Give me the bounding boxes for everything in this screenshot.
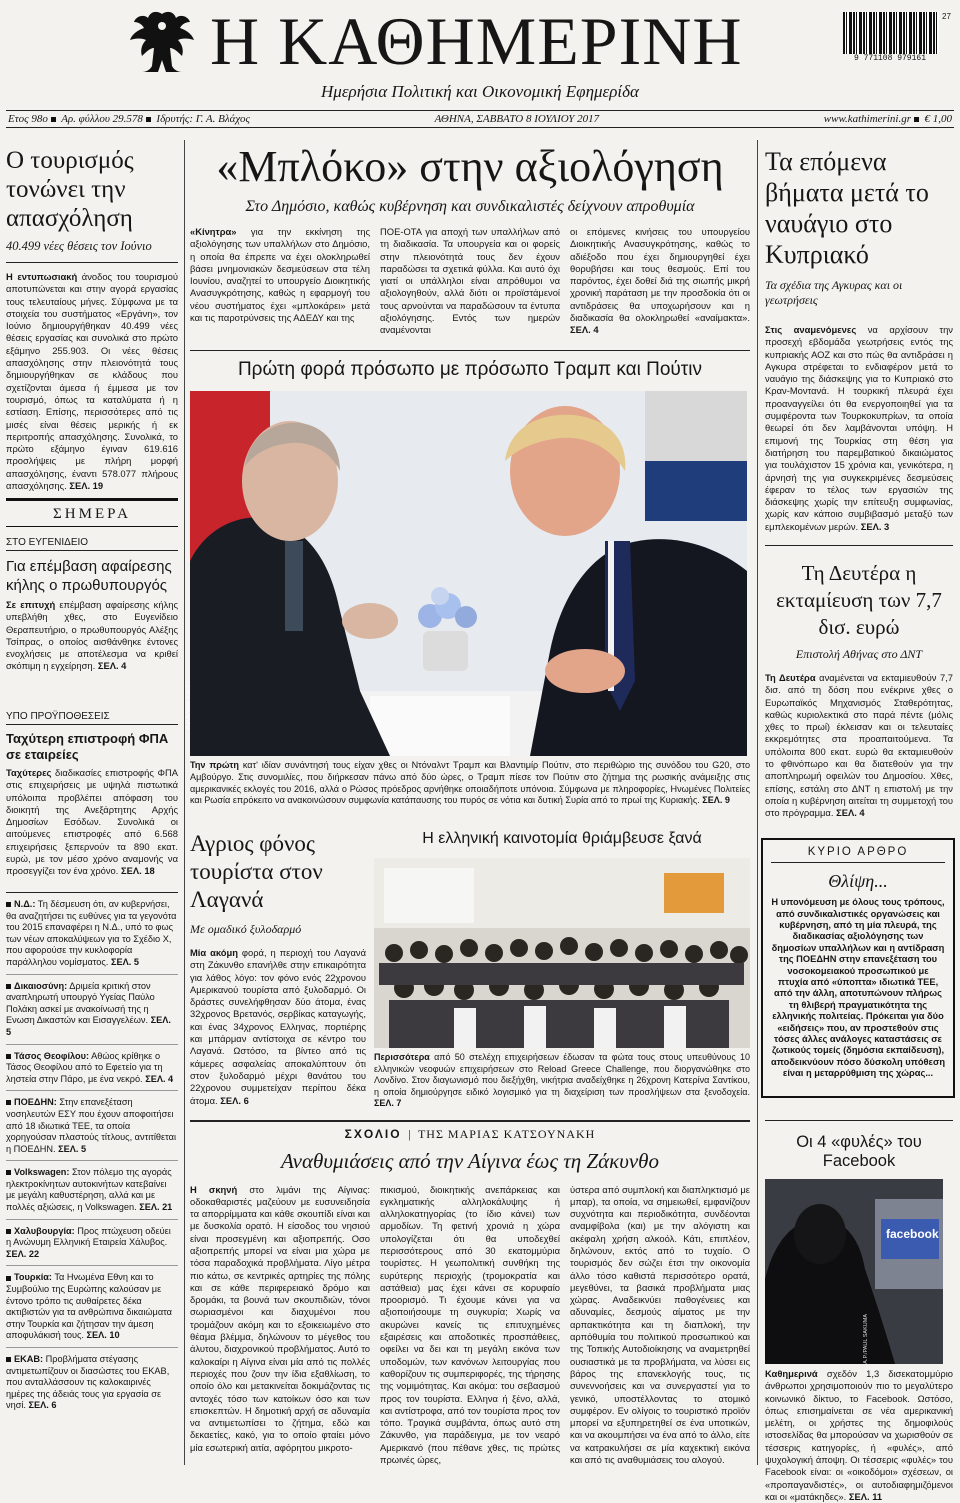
cyprus-deck: Τα σχέδια της Αγκυρας και οι γεωτρήσεις: [765, 278, 903, 307]
tranche-headline[interactable]: Τη Δευτέρα η εκταμίευση των 7,7 δισ. ευρώ: [776, 561, 942, 639]
lead-deck: Στο Δημόσιο, καθώς κυβέρνηση και συνδικαλιστές δείχνουν απροθυμία: [245, 198, 695, 215]
tranche-deck: Επιστολή Αθήνας στο ΔΝΤ: [795, 647, 923, 661]
innovation-article: [374, 830, 750, 1110]
editorial-body: Η υπονόμευση με όλους τους τρόπους, από συνδικαλιστικές οργανώσεις και κυβέρνηση, από τη μία πλευρά, της διαδικασίας αξιολόγησης των δημοσίων υπαλλήλων και η αντίδραση της ΠΟΕΔΗΝ στην επανεξέταση του νοσοκομειακού προσωπικού με πτυχία από «ύποπτα» ιδιωτικά ΤΕΕ, από την άλλη, αποτυπώνουν πλήρως τη θλιβερή πραγματικότητα της ελληνικής πολιτείας. Πρόκειται για δύο «ειδήσεις» που, αν προστεθούν στις τόσες άλλες ανάλογες καταστάσεις σε ζωτικούς τομείς (δημόσια εκπαίδευση), αποδεικνύουν πόσο δύσκολη υπόθεση είναι η μεταρρύθμιση της χώρας...: [771, 897, 945, 1079]
dateline: ΑΘΗΝΑ, ΣΑΒΒΑΤΟ 8 ΙΟΥΛΙΟΥ 2017: [434, 113, 600, 125]
brief-item[interactable]: Δικαιοσύνη: Δριμεία κριτική στον αναπληρωτή υπουργό Υγείας Παύλο Πολάκη ασκεί με ανακοίνωσή της η Ενωση Δικαστών και Εισαγγελέων. ΣΕΛ. 5: [6, 975, 178, 1045]
summit-caption: Την πρώτη κατ' ιδίαν συνάντησή τους είχαν χθες οι Ντόναλντ Τραμπ και Βλαντιμίρ Πούτιν, στο περιθώριο της συνόδου του G20, στο Αμβούργο. Στις συνομιλίες, που διήρκεσαν πάνω από δύο ώρες, ο Τραμπ πίεσε τον Πούτιν στο ζήτημα της ρωσικής ανάμειξης στις αμερικανικές εκλογές του 2016, αλλά ο Ρώσος πρόεδρος αρνήθηκε οποιαδήποτε υπόνοια. Σύμφωνα με πληροφορίες, Ηνωμένες Πολιτείες και Ρωσία επρόκειτο να ανακοινώσουν συμφωνία κατάπαυσης του πυρός σε νότια και δυτική Συρία από το πρωί της Κυριακής. ΣΕΛ. 9: [190, 760, 751, 806]
year: Ετος 98ο: [8, 113, 48, 125]
murder-headline[interactable]: Αγριος φόνος τουρίστα στον Λαγανά: [190, 831, 323, 912]
editorial-headline[interactable]: Θλίψη...: [828, 871, 888, 891]
group-photo: [374, 858, 750, 1048]
comment-col-3: ύστερα από συμπλοκή και διαπληκτισμό με μπαρ), τα οποία, να σημειωθεί, εμφανίζουν συχνότητα και περιοδικότητα, συνδέονται αναμφίβολα (και) με την αλόγιστη και ακέφαλη χρήση αλκοόλ. Κάτι, επιπλέον, δηλώνουν, εκτός από το τυχαίο. Ο τουρισμός δεν σώζει έτσι την οικονομία άλλο τόσο καθιστά περισσότερο ορατά, μεγεθύνει, τα βασικά προβλήματα μιας χώρας. Αναδεικνύει παθογένειες και αδυναμίες, δεσμούς αίματος με την αρπακτικότητα και τη διαπλοκή, την αρπόθυμία του πολιτικού προσωπικού και της Τοπικής Αυτοδιοίκησης να αναμετρηθεί ουσιαστικά με τα προβλήματα, να λύσει εις βάρος της επανεκλογής τους, τις συνεννοήσεις και να συνεργαστεί για το γενικό, υποστέλλοντας το ατομικό συμφέρον. Εν ολίγοις το τουριστικό προϊόν μπορεί να εξυπηρετηθεί σε ένα υποτικών, και να ακουμπήσει να ένα από το άλλο, είτε να κατρακυλήσει σε μία καχεκτική εικόνα και από τις αναθυμιάσεις του αλογού.: [570, 1183, 750, 1466]
today-label: ΣΗΜΕΡΑ: [53, 506, 131, 522]
masthead: [0, 0, 960, 120]
column-rule: [757, 140, 758, 1465]
facebook-body: Καθημερινά σχεδόν 1,3 δισεκατομμύριο άνθρωποι χρησιμοποιούν πιο το μεγαλύτερο κοινωνικό δίκτυο, το Facebook. Ωστόσο, όπως επισημαίνεται σε νέα αμερικανική μελέτη, οι χρήστες της δημοφιλούς ιστοσελίδας θα μπορούσαν να χωρισθούν σε τέσσερις κατηγορίες, ή «φυλές», από ψυχολογική άποψη. Οι τέσσερις «φυλές» του Facebook είναι: οι «οικοδόμοι» σχέσεων, οι «προπαγανδιστές», οι αυτοδιαφημιζόμενοι και οι «ματάκηδες». ΣΕΛ. 11: [765, 1368, 953, 1502]
phoenix-logo: [122, 8, 202, 78]
trump-putin-photo: [190, 391, 747, 756]
facebook-photo-credit: A.P./PAUL SAKUMA: [863, 1314, 869, 1364]
briefs-list: [6, 892, 178, 1417]
innovation-photo[interactable]: [374, 858, 750, 1048]
eugenideio-kicker: ΣΤΟ ΕΥΓΕΝΙΔΕΙΟ: [6, 537, 178, 551]
vat-kicker: ΥΠΟ ΠΡΟΫΠΟΘΕΣΕΙΣ: [6, 711, 178, 725]
facebook-screen-text: facebook: [886, 1227, 939, 1241]
vat-body: Ταχύτερες διαδικασίες επιστροφής ΦΠΑ στις επιχειρήσεις με υψηλά πιστωτικά υπόλοιπα προβλέπει απόφαση του διοικητή της Ανεξάρτητης Αρχής Δημοσίων Εσόδων. Συνολικά οι αιτούμενες επιστροφές από 6.568 επιχειρήσεις ξεπερνούν τα 890 εκατ. ευρώ, με τον μέσο χρόνο αναμονής να προσεγγίζει τον ένα χρόνο. ΣΕΛ. 18: [6, 767, 178, 877]
cyprus-headline[interactable]: Τα επόμενα βήματα μετά το ναυάγιο στο Κυπριακό: [765, 147, 929, 269]
comment-headline[interactable]: Αναθυμιάσεις από την Αίγινα έως τη Ζάκυνθο: [281, 1149, 659, 1173]
lead-col-3: οι επόμενες κινήσεις του υπουργείου Διοικητικής Ανασυγκρότησης, καθώς το αδιέξοδο που έχει δημιουργηθεί έχει θορυβήσει και τους θεσμούς. Επί του παρόντος, έχει δοθεί διά της σιωπής μικρή χρονική παράταση με την προσδοκία ότι οι αντιδράσεις θα υποχωρήσουν και η διαδικασία θα ολοκληρωθεί «αναίμακτα». ΣΕΛ. 4: [570, 226, 750, 336]
vat-headline[interactable]: Ταχύτερη επιστροφή ΦΠΑ σε εταιρείες: [6, 731, 169, 762]
barcode-number: 9 771108 979161: [853, 54, 926, 63]
summit-photo[interactable]: [186, 391, 747, 756]
lead-col-2: ΠΟΕ-ΟΤΑ για αποχή των υπαλλήλων από τη διαδικασία. Τα υπουργεία και οι φορείς στην πλειονότητά τους δεν έχουν παραδώσει τα σχετικά φύλλα. Και αυτό όχι γιατί οι υπάλληλοι είναι απρόθυμοι να αξιολογηθούν, αλλά διότι οι προϊστάμενοί τους αρνούνται να παραδώσουν τα έντυπα αξιολόγησης. Εντός των ημερών αναμένονται: [380, 226, 560, 336]
brief-item[interactable]: Τουρκία: Τα Ηνωμένα Εθνη και το Συμβούλιο της Ευρώπης καλούσαν με έντονο τρόπο τις αυθαίρετες δέκα ακτιβιστών για τα ανθρώπινα δικαιώματα στην Τουρκία και ζήτησαν την άμεση αποφυλάκισή τους. ΣΕΛ. 10: [6, 1266, 178, 1348]
cyprus-article: [765, 146, 953, 533]
column-rule: [184, 140, 185, 1465]
brief-item[interactable]: Volkswagen: Στον πόλεμο της αγοράς ηλεκτροκίνητων αυτοκινήτων κατεβαίνει με μεγάλη καθυστέρηση, αλλά και με πολλές αξιώσεις, η Volkswagen. ΣΕΛ. 21: [6, 1161, 178, 1219]
issue-code: 27: [942, 12, 951, 21]
brief-item[interactable]: Χαλυβουργία: Προς πτώχευση οδεύει η Ανώνυμη Ελληνική Εταιρεία Χάλυβος. ΣΕΛ. 22: [6, 1220, 178, 1267]
cyprus-body: Στις αναμενόμενες να αρχίσουν την προσεχή εβδομάδα γεωτρήσεις εντός της κυπριακής ΑΟΖ και στο πώς θα αντιδράσει η Αγκυρα στρέφεται το ενδιαφέρον μετά το ναυάγιο της διάσκεψης για το Κυπριακό στο Κραν-Μοντανά. Η τουρκική πλευρά έχει προαναγγείλει ότι θα ενεργοποιηθεί για τα συμφέροντα των Τουρκοκυπρίων, τα οποία θεωρεί ότι δεν λαμβάνονται υπόψη. Η επιμονή της Τουρκίας στη θέση για διατήρηση του παρεμβατικού δικαιώματος για τουλάχιστον 15 χρόνια και, γενικότερα, η άρνησή της για συγκεκριμένες δεσμεύσεις έφεραν το τέλος των εργασιών της διάσκεψης χωρίς την επίτευξη συμφωνίας, χωρίς καν κάποιο συμβιβασμό μεταξύ των εμπλεκομένων μερών. ΣΕΛ. 3: [765, 324, 953, 532]
murder-body: Μία ακόμη φορά, η περιοχή του Λαγανά στη Ζάκυνθο επανήλθε στην επικαιρότητα για λάθος λόγο: τον φόνο ενός 22χρονου Αμερικανού τουρίστα από ξυλοδαρμό. Οι δράστες συνελήφθησαν δύο άτομα, ένας 32χρονος Βρετανός, σερβίκας καταγωγής, και ένας 34χρονος Ελληνας, πορτιέρης και μπάρμαν αντίστοιχα σε κέντρο του Λαγανά. Ωστόσο, τα βίντεο από τις κάμερες ασφαλείας αποκαλύπτουν ότι στον ξυλοδαρμό μέχρι θανάτου του 22χρονου συμμετείχαν περίπου δέκα άτομα. ΣΕΛ. 6: [190, 947, 366, 1106]
brief-item[interactable]: ΕΚΑΒ: Προβλήματα στέγασης αντιμετωπίζουν οι διασώστες του ΕΚΑΒ, που ανταλλάσσουν τις καλοκαιρινές ημέρες της άδειάς τους για εργασία σε νησί. ΣΕΛ. 6: [6, 1354, 170, 1411]
lead-headline[interactable]: «Μπλόκο» στην αξιολόγηση: [216, 142, 724, 191]
lead-article: [190, 140, 750, 337]
lead-columns: [190, 226, 750, 337]
facebook-article: [765, 1120, 953, 1503]
murder-article: [190, 830, 366, 1107]
eugenideio-body: Σε επιτυχή επέμβαση αφαίρεσης κήλης υπεβλήθη χθες, στο Ευγενίδειο Θεραπευτήριο, ο πρωθυπουργός Αλέξης Τσίπρας, ο οποίος αισθάνθηκε έντονες ενοχλήσεις με αποτέλεσμα να κριθεί σκόπιμη η εγχείρηση. ΣΕΛ. 4: [6, 599, 178, 672]
tourism-deck: 40.499 νέες θέσεις τον Ιούνιο: [6, 239, 178, 263]
tourism-body: Η εντυπωσιακή άνοδος του τουρισμού αποτυπώνεται και στην αγορά εργασίας τους τελευταίους μήνες. Σύμφωνα με τα στοιχεία του συστήματος «Εργάνη», τον Ιούνιο δημιουργήθηκαν 40.499 νέες θέσεις εργασίας και συνολικά στο πρώτο εξάμηνο 255.903. Οι νέες θέσεις απασχόλησης στην πλειονότητά τους δημιουργήθηκαν σε κλάδους που σχετίζονται άμεσα ή έμμεσα με τον τουρισμό, όπως τα καταλύματα ή η εστίαση. Επίσης, περισσότερες από τις μισές είναι θέσεις μερικής ή εκ περιτροπής απασχόλησης. Συνολικά, το πρώτο εξάμηνο έγιναν 619.616 προσλήψεις με πλήρη μορφή απασχόλησης, έναντι 578.077 πλήρους απασχόλησης. ΣΕΛ. 19: [6, 271, 178, 492]
innovation-headline[interactable]: Η ελληνική καινοτομία θριάμβευσε ξανά: [422, 830, 702, 847]
facebook-user-photo: [765, 1179, 943, 1364]
eugenideio-article: [6, 537, 178, 673]
murder-deck: Με ομαδικό ξυλοδαρμό: [190, 922, 302, 936]
comment-label: ΣΧΟΛΙΟ: [344, 1127, 402, 1141]
comment-label-row: ΣΧΟΛΙΟ | ΤΗΣ ΜΑΡΙΑΣ ΚΑΤΣΟΥΝΑΚΗ: [344, 1127, 596, 1141]
bullet-icon: [51, 117, 56, 122]
summit-headline[interactable]: Πρώτη φορά πρόσωπο με πρόσωπο Τραμπ και Πούτιν: [237, 359, 703, 380]
tourism-article: [6, 146, 178, 492]
bullet-icon: [146, 117, 151, 122]
today-section: [6, 498, 178, 527]
summit-photo-credit: A.P./EVAN VUCCI: [186, 681, 192, 730]
info-right: [824, 113, 952, 125]
comment-col-1: Η σκηνή στο λιμάνι της Αίγινας: οδοκαθαριστές μαζεύουν με ευσυνειδησία τα απορρίμματα και κάθε σκουπίδι είναι και με δυσκολία ορατό. Η είσοδος του νησιού είναι προσεγμένη και αξιοπρεπής. Οσο αξιοπρεπής μπορεί να είναι μια χώρα με τόσα παραδοχικά προβλήματα. Λίγο μέτρα πιο κάτω, σε κεντρικές αρτηρίες της πόλης και σε κάθε περιφερειακό δρόμο και δρομάκι, τα βουνά των σκουπιδιών, τόνοι σωριασμένοι και διαχυμένοι που τρομάζουν ακόμη και το εξοικειωμένο στο θέαμα βλέμμα, δηλώνουν το μέγεθος του άλυτου, διαχρονικού προβλήματος. Αυτό το καλοκαίρι η Αίγινα είναι μία από τις πολλές περιοχές που ζουν την ίδια εξαθλίωση, το οποίο όλο και μετακινείται δοκιμάζοντας τις αντοχές τόσο των κατοίκων όσο και των επισκεπτών. Η δημοτική αρχή σε αδυναμία να αντιμετωπίσει το ζήτημα, εδώ και δεκαετίες, κακό, για το οποίο φταίει μόνο μία εσωτερική αιτία, αφόρητου μικροτο-: [190, 1183, 371, 1453]
facebook-headline[interactable]: Οι 4 «φυλές» του Facebook: [796, 1133, 922, 1170]
brief-item[interactable]: Τάσος Θεοφίλου: Αθώος κρίθηκε ο Τάσος Θεοφίλου από το Εφετείο για τη ληστεία στην Πάρο, με ένα νεκρό. ΣΕΛ. 4: [6, 1045, 178, 1092]
tourism-headline[interactable]: Ο τουρισμός τονώνει την απασχόληση: [6, 147, 134, 232]
comment-col-2: πικισμού, διοικητικής ανεπάρκειας και εγκληματικής αλληλοκάλυψης ή αλληλοκατηγορίας (το ίδιο κάνει) των αρμοδίων. Τη φετινή χρονιά η χώρα υπολογίζεται ότι θα υποδεχθεί περισσότερους από 30 εκατομμύρια τουρίστες. Η γεωπολιτική συνθήκη της ευρύτερης περιοχής (τρομοκρατία και αστάθεια) μας έχει κάνει σε κορυφαίο προορισμό. Τι έχουμε κάνει για να αξιοποιήσουμε τη συγκυρία; Χωρίς να ακυρώνει κανείς τις επιτυχημένες εξαιρέσεις και αποδοτικές προσπάθειες, οφείλει να δει και τη μεγάλη εικόνα των υποδομών, των κανόνων λειτουργίας που καθορίζουν τις συμπεριφορές, της τήρησης της νομιμότητας. Και ακόμα: του σεβασμού προς τον τουρίστα. Ελληνα ή ξένο, αλλά, και αντίστροφα, από τον τουρίστα προς τον τόπο. Τραγικά συμβάντα, όπως αυτό στη Ζάκυνθο, για παράδειγμα, με τον νεαρό Αμερικανό (που πέθανε χθες, τις πρώτες πρωινές ώρες,: [380, 1183, 560, 1466]
founder: Ιδρυτής: Γ. Α. Βλάχος: [156, 113, 250, 125]
eugenideio-headline[interactable]: Για επέμβαση αφαίρεσης κήλης ο πρωθυπουργός: [6, 558, 172, 594]
tranche-body: Τη Δευτέρα αναμένεται να εκταμιευθούν 7,7 δισ. από τη δόση που ενέκρινε χθες ο Ευρωπαϊκός Μηχανισμός Σταθερότητας, καθώς κυριολεκτικά στο παρά πέντε (μόλις χθες το πρωί) έκλεισαν και οι τελευταίες εκκρεμότητες στα προαπαιτούμενα. Τα υπόλοιπα 800 εκατ. ευρώ θα εκταμιευθούν το φθινόπωρο και θα διατεθούν για την αποπληρωμή οφειλών του Δημοσίου. Χθες, επίσης, εστάλη στο ΔΝΤ η επιστολή με την οποία η κυβέρνηση αιτείται τη συμμετοχή του στο πρόγραμμα. ΣΕΛ. 4: [765, 672, 953, 819]
website-link[interactable]: www.kathimerini.gr: [823, 113, 911, 125]
price: € 1,00: [924, 113, 952, 125]
brief-item[interactable]: ΠΟΕΔΗΝ: Στην επανεξέταση νοσηλευτών ΕΣΥ που έχουν αποφοιτήσει από 18 ιδιωτικά ΤΕΕ, τα οποία χορηγούσαν πλαστούς τίτλους, αντιτίθεται η ΠΟΕΔΗΝ. ΣΕΛ. 5: [6, 1091, 178, 1161]
facebook-photo[interactable]: [765, 1179, 943, 1364]
info-left: [8, 113, 250, 125]
newspaper-title: Η ΚΑΘΗΜΕΡΙΝΗ: [210, 3, 743, 79]
tranche-article: [765, 545, 953, 820]
newspaper-subtitle: Ημερήσια Πολιτική και Οικονομική Εφημερίδα: [321, 82, 639, 101]
editorial-label: ΚΥΡΙΟ ΑΡΘΡΟ: [771, 846, 945, 863]
brief-item[interactable]: Ν.Δ.: Τη δέσμευση ότι, αν κυβερνήσει, θα αναζητήσει τις ευθύνες για τα γεγονότα του 2015 επαναφέρει η Ν.Δ., υπό το φως των νέων αποκαλύψεων για το Σχέδιο Χ, που αφορούσε την κυκλοφορία παράλληλου νομίσματος. ΣΕΛ. 5: [6, 893, 178, 975]
summit-article: [186, 350, 751, 807]
barcode: [843, 12, 939, 54]
sheet-number: Αρ. φύλλου 29.578: [61, 113, 143, 125]
comment-columns: [190, 1184, 750, 1467]
editorial-box: [761, 838, 955, 1098]
info-bar: [6, 110, 954, 128]
bullet-icon: [914, 117, 919, 122]
comment-article: [190, 1120, 750, 1466]
comment-author: ΤΗΣ ΜΑΡΙΑΣ ΚΑΤΣΟΥΝΑΚΗ: [417, 1127, 596, 1141]
lead-col-1: «Κίνητρα» για την εκκίνηση της αξιολόγησης των υπαλλήλων στο Δημόσιο, η οποία θα έπρεπε να έχει ολοκληρωθεί βάσει μνημονιακών δεσμεύσεων στα τέλη Ιουνίου, αναζητεί το υπουργείο Διοικητικής Ανασυγκρότησης, καθώς η εφαρμογή του νέου συστήματος έχει «μπλοκάρει» μετά και τις παροτρύνσεις της ΑΔΕΔΥ και της: [190, 226, 370, 324]
innovation-caption: Περισσότερα από 50 στελέχη επιχειρήσεων έδωσαν τα φώτα τους στους υπευθύνους 10 ελληνικών νεοφυών επιχειρήσεων στο Reload Greece Challenge, που διοργανώθηκε στο Λονδίνο. Στον διαγωνισμό που διεξήχθη, νικήτρια αναδείχθηκε η 26χρονη Κατερίνα Σαντίκου, η οποία δημιούργησε ειδικό λογισμικό για τη διαχείριση των προσλήψεων στα ξενοδοχεία. ΣΕΛ. 7: [374, 1052, 750, 1109]
vat-article: [6, 711, 178, 878]
